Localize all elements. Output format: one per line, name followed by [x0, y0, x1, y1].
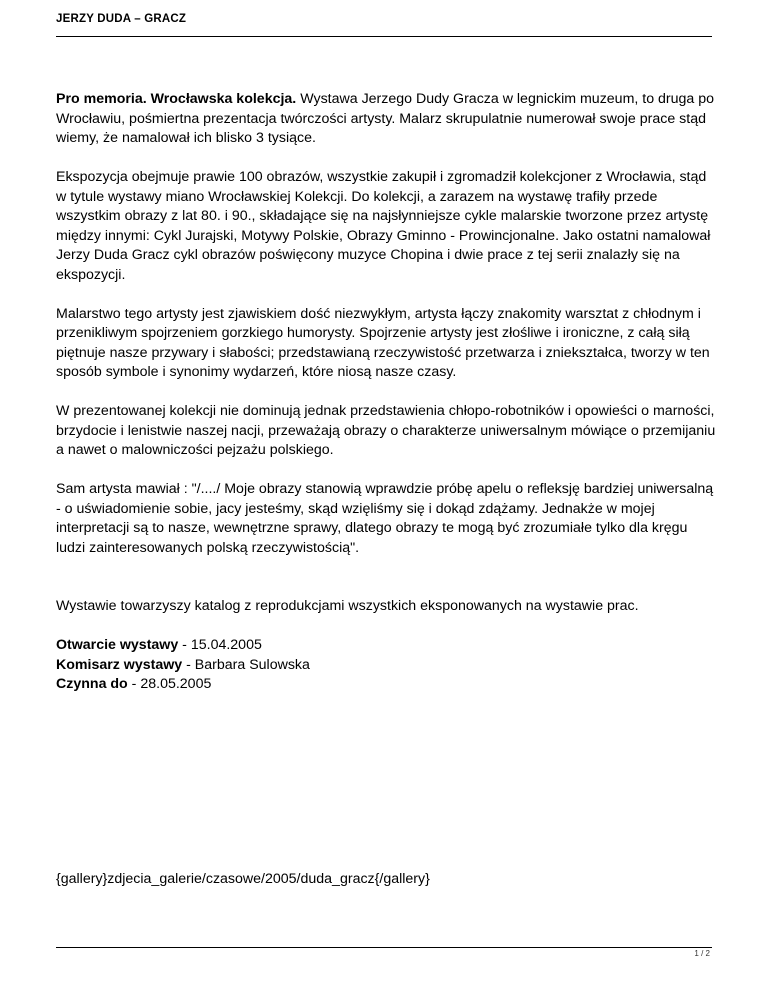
opening-label: Otwarcie wystawy — [56, 637, 179, 653]
gallery-tag: {gallery}zdjecia_galerie/czasowe/2005/duda_gracz{/gallery} — [56, 871, 430, 887]
page-footer — [56, 947, 712, 958]
page-title: JERZY DUDA – GRACZ — [56, 13, 187, 25]
open-until-value: - 28.05.2005 — [127, 676, 212, 692]
intro-heading: Pro memoria. Wrocławska kolekcja. — [56, 91, 297, 107]
intro-paragraph — [56, 90, 718, 149]
exhibition-paragraph: Ekspozycja obejmuje prawie 100 obrazów, wszystkie zakupił i zgromadził kolekcjoner z Wrocławia, stąd w tytule wystawy miano Wrocławskiej Kolekcji. Do kolekcji, a zarazem na wystawę trafiły przede wszystkim obrazy z lat 80. i 90., składające się na najsłynniejsze cykle malarskie tworzone przez artystę między innymi: Cykl Jurajski, Motywy Polskie, Obrazy Gminno - Prowincjonalne. Jako ostatni namalował Jerzy Duda Gracz cykl obrazów poświęcony muzyce Chopina i dwie prace z tej serii znalazły się na ekspozycji. — [56, 169, 711, 283]
painting-style-paragraph: Malarstwo tego artysty jest zjawiskiem dość niezwykłym, artysta łączy znakomity warsztat z chłodnym i przenikliwym spojrzeniem gorzkiego humorysty. Spojrzenie artysty jest złośliwe i ironiczne, z całą siłą piętnuje nasze przywary i słabości; przedstawianą rzeczywistość przetwarza i zniekształca, tworzy w ten sposób symbole i synonimy wydarzeń, które niosą nasze czasy. — [56, 305, 710, 380]
opening-value: - 15.04.2005 — [178, 637, 262, 653]
curator-info — [56, 656, 718, 676]
curator-label: Komisarz wystawy — [56, 656, 183, 673]
collection-paragraph: W prezentowanej kolekcji nie dominują jednak przedstawienia chłopo-robotników i opowieści o marności, brzydocie i lenistwie naszej nacji, przeważają obrazy o charakterze uniwersalnym mówiące o przemijaniu a nawet o malowniczości pejzażu polskiego. — [56, 403, 716, 458]
spacer — [56, 578, 718, 598]
page-header — [56, 10, 712, 37]
intro-text: Wystawa Jerzego Dudy Gracza w legnickim muzeum, to druga po Wrocławiu, pośmiertna prezentacja twórczości artysty. Malarz skrupulatnie numerował swoje prace stąd wiemy, że namalował ich blisko 3 tysiące. — [56, 91, 715, 146]
open-until-label: Czynna do — [56, 676, 128, 692]
article-body — [56, 90, 718, 695]
curator-value: - Barbara Sulowska — [182, 656, 310, 673]
page-number: 1 / 2 — [694, 949, 710, 958]
quote-paragraph: Sam artysta mawiał : "/..../ Moje obrazy stanowią wprawdzie próbę apelu o refleksję bardziej uniwersalną - o uświadomienie sobie, jacy jesteśmy, skąd wzięliśmy się i dokąd zdążamy. Jednakże w mojej interpretacji są to nasze, wewnętrzne sprawy, dlatego obrazy te mogą być zrozumiałe tylko dla kręgu ludzi zainteresowanych polską rzeczywistością". — [56, 481, 714, 556]
catalog-paragraph: Wystawie towarzyszy katalog z reprodukcjami wszystkich eksponowanych na wystawie prac. — [56, 598, 639, 614]
open-until-info — [56, 675, 718, 695]
opening-info — [56, 636, 718, 656]
